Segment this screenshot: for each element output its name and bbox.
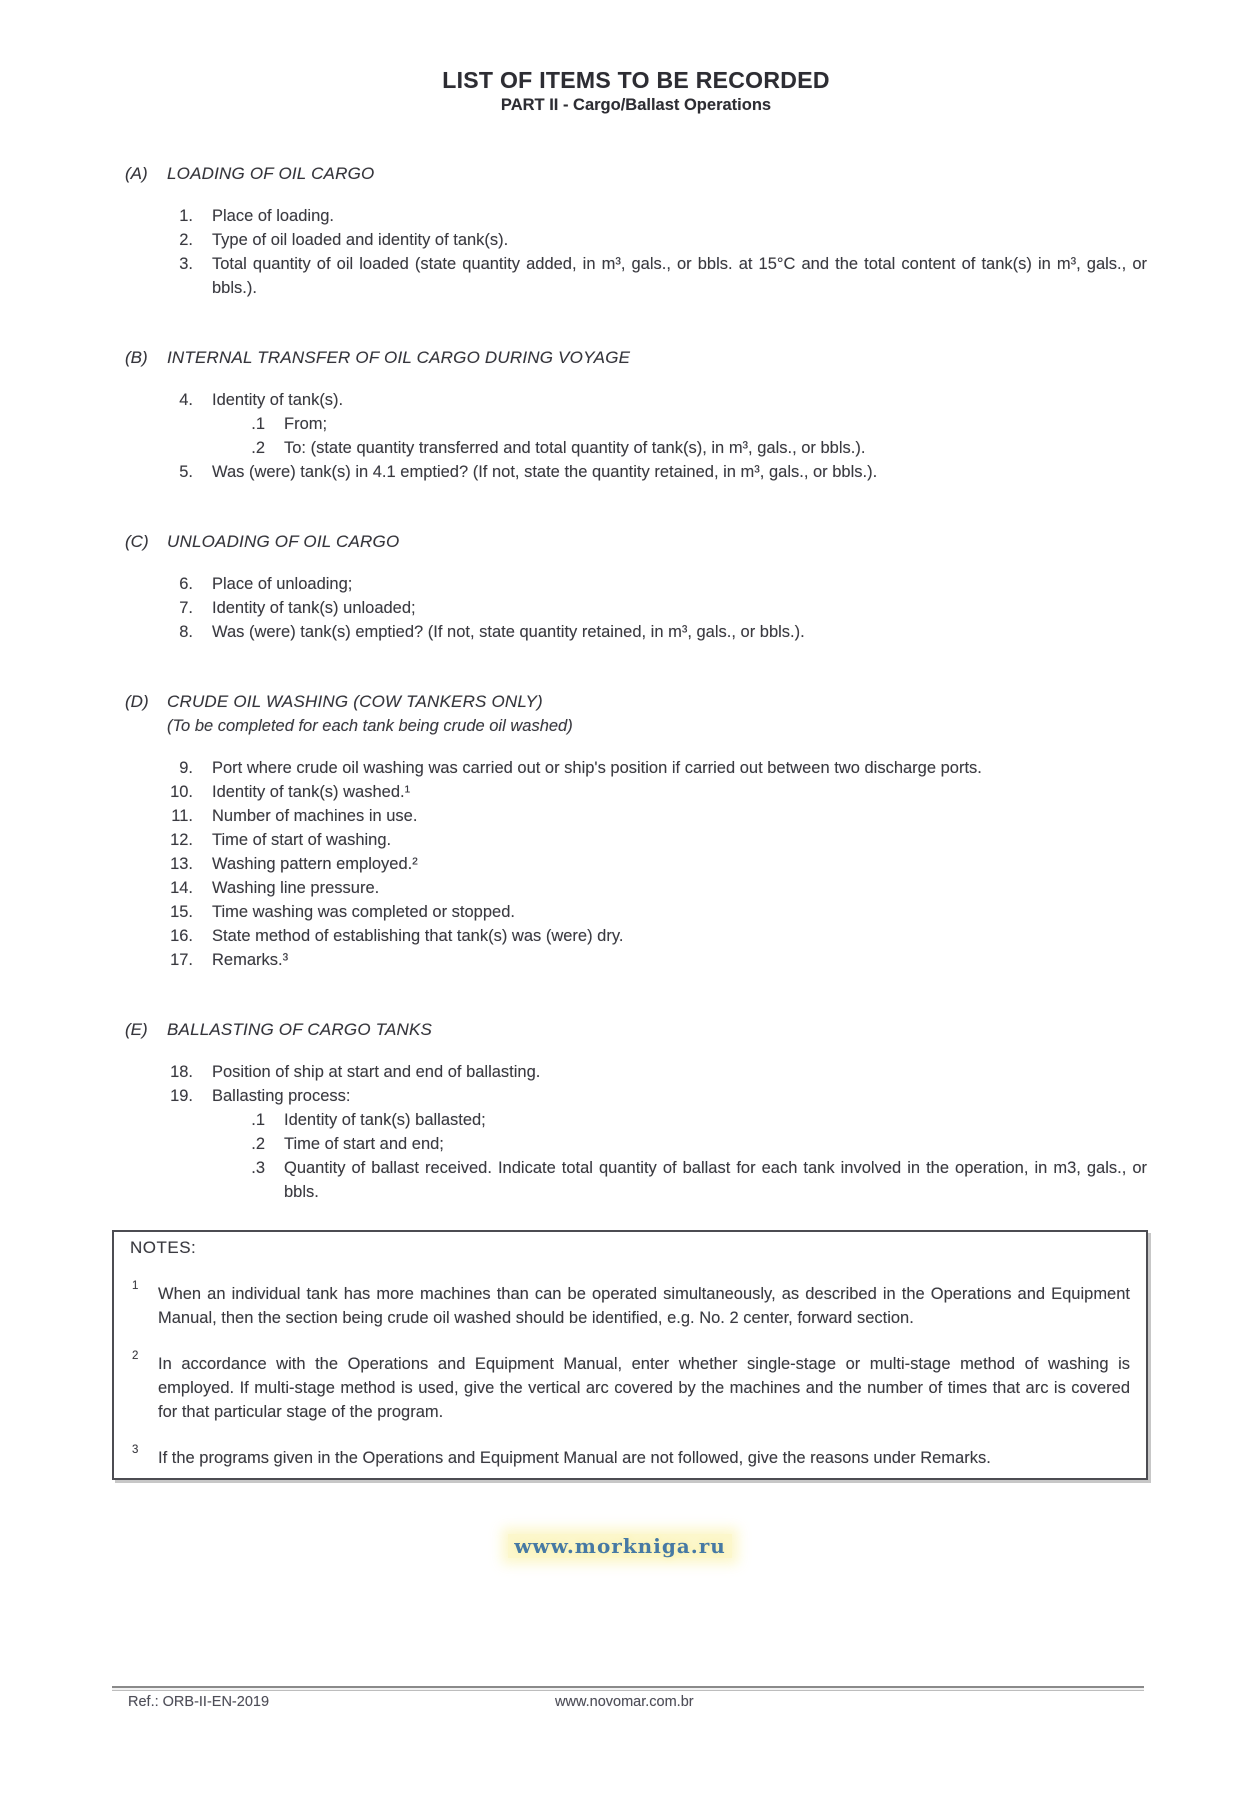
list-item bbox=[125, 204, 1147, 228]
list-item bbox=[125, 948, 1147, 972]
section-d-heading bbox=[125, 690, 1147, 714]
item-number: 14. bbox=[170, 879, 193, 897]
item-text: To: (state quantity transferred and total quantity of tank(s), in m³, gals., or bbls.). bbox=[284, 439, 866, 457]
list-item bbox=[125, 388, 1147, 412]
item-number: 4. bbox=[179, 391, 193, 409]
item-text: Time of start and end; bbox=[284, 1135, 444, 1153]
list-item bbox=[125, 924, 1147, 948]
section-e-heading bbox=[125, 1018, 1147, 1042]
section-a-items bbox=[125, 204, 1147, 300]
list-item bbox=[125, 228, 1147, 252]
footnote-marker: 3 bbox=[132, 1444, 139, 1456]
section-b-items bbox=[125, 388, 1147, 484]
item-text: From; bbox=[284, 415, 328, 433]
list-item bbox=[125, 828, 1147, 852]
item-number: 1. bbox=[179, 207, 193, 225]
item-number: 17. bbox=[170, 951, 193, 969]
item-text: Remarks.³ bbox=[212, 951, 289, 969]
list-item bbox=[125, 1084, 1147, 1108]
list-item bbox=[125, 900, 1147, 924]
notes-heading: NOTES: bbox=[130, 1238, 197, 1257]
item-number: 18. bbox=[170, 1063, 193, 1081]
section-d-subheading: (To be completed for each tank being crude oil washed) bbox=[167, 717, 573, 735]
watermark-text: www.morkniga.ru bbox=[508, 1534, 732, 1558]
item-text: Time of start of washing. bbox=[212, 831, 392, 849]
page-title: LIST OF ITEMS TO BE RECORDED bbox=[442, 67, 830, 93]
section-e bbox=[125, 1018, 1147, 1204]
list-item bbox=[125, 1060, 1147, 1084]
section-label: (C) bbox=[125, 532, 149, 551]
document-content bbox=[125, 0, 1147, 1480]
item-text: Type of oil loaded and identity of tank(s). bbox=[212, 231, 509, 249]
footnote-marker: 1 bbox=[132, 1280, 139, 1292]
item-text: Quantity of ballast received. Indicate total quantity of ballast for each tank involved in the operation, in m3, gals., or bbls. bbox=[284, 1159, 1147, 1201]
list-item bbox=[125, 780, 1147, 804]
footnote-text: In accordance with the Operations and Equipment Manual, enter whether single-stage or multi-stage method of washing is employed. If multi-stage method is used, give the vertical arc covered by the machines and the number of times that arc is covered for that particular stage of the program. bbox=[158, 1355, 1130, 1421]
item-number: 15. bbox=[170, 903, 193, 921]
item-number: 9. bbox=[179, 759, 193, 777]
footnote-2 bbox=[130, 1352, 1130, 1424]
item-number: 6. bbox=[179, 575, 193, 593]
item-text: Place of unloading; bbox=[212, 575, 353, 593]
section-b bbox=[125, 346, 1147, 484]
item-text: Total quantity of oil loaded (state quantity added, in m³, gals., or bbls. at 15°C and the total content of tank(s) in m³, gals., or bbls.). bbox=[212, 255, 1147, 297]
item-text: Position of ship at start and end of ballasting. bbox=[212, 1063, 541, 1081]
list-item bbox=[125, 756, 1147, 780]
list-subitem bbox=[125, 1132, 1147, 1156]
item-text: Time washing was completed or stopped. bbox=[212, 903, 515, 921]
section-label: (E) bbox=[125, 1020, 148, 1039]
item-number: .1 bbox=[251, 415, 265, 433]
list-item bbox=[125, 804, 1147, 828]
section-title: LOADING OF OIL CARGO bbox=[167, 164, 375, 183]
item-text: Washing line pressure. bbox=[212, 879, 380, 897]
notes-box bbox=[112, 1230, 1148, 1480]
list-subitem bbox=[125, 1108, 1147, 1132]
item-number: 2. bbox=[179, 231, 193, 249]
section-label: (B) bbox=[125, 348, 148, 367]
section-d-items bbox=[125, 756, 1147, 972]
footnote-1 bbox=[130, 1282, 1130, 1330]
section-title: UNLOADING OF OIL CARGO bbox=[167, 532, 400, 551]
item-number: 8. bbox=[179, 623, 193, 641]
section-d bbox=[125, 690, 1147, 972]
item-number: .1 bbox=[251, 1111, 265, 1129]
footnote-marker: 2 bbox=[132, 1350, 139, 1362]
section-a bbox=[125, 162, 1147, 300]
list-subitem bbox=[125, 1156, 1147, 1204]
item-number: 19. bbox=[170, 1087, 193, 1105]
watermark bbox=[455, 1534, 785, 1558]
item-number: 16. bbox=[170, 927, 193, 945]
item-number: 5. bbox=[179, 463, 193, 481]
item-number: .2 bbox=[251, 1135, 265, 1153]
section-e-items bbox=[125, 1060, 1147, 1204]
section-title: BALLASTING OF CARGO TANKS bbox=[167, 1020, 433, 1039]
item-number: 7. bbox=[179, 599, 193, 617]
footer-divider bbox=[112, 1686, 1144, 1691]
section-c bbox=[125, 530, 1147, 644]
item-text: Identity of tank(s) ballasted; bbox=[284, 1111, 486, 1129]
section-c-heading bbox=[125, 530, 1147, 554]
section-label: (D) bbox=[125, 692, 149, 711]
item-text: Place of loading. bbox=[212, 207, 335, 225]
section-c-items bbox=[125, 572, 1147, 644]
footer-reference: Ref.: ORB-II-EN-2019 bbox=[128, 1694, 270, 1710]
footnote-text: If the programs given in the Operations and Equipment Manual are not followed, give the reasons under Remarks. bbox=[158, 1449, 991, 1467]
section-b-heading bbox=[125, 346, 1147, 370]
item-number: 11. bbox=[171, 807, 193, 825]
item-text: Was (were) tank(s) in 4.1 emptied? (If not, state the quantity retained, in m³, gals., or bbls.). bbox=[212, 463, 878, 481]
section-a-heading bbox=[125, 162, 1147, 186]
section-label: (A) bbox=[125, 164, 148, 183]
list-subitem bbox=[125, 436, 1147, 460]
list-item bbox=[125, 460, 1147, 484]
item-number: 10. bbox=[170, 783, 193, 801]
footer-website: www.novomar.com.br bbox=[555, 1694, 694, 1710]
item-number: .3 bbox=[251, 1159, 265, 1177]
footnote-text: When an individual tank has more machines than can be operated simultaneously, as described in the Operations and Equipment Manual, then the section being crude oil washed should be identified, e.g. No. 2 center, forward section. bbox=[158, 1285, 1130, 1327]
item-text: Ballasting process: bbox=[212, 1087, 351, 1105]
item-text: State method of establishing that tank(s) was (were) dry. bbox=[212, 927, 624, 945]
item-number: 12. bbox=[170, 831, 193, 849]
list-item bbox=[125, 572, 1147, 596]
item-text: Washing pattern employed.² bbox=[212, 855, 418, 873]
footnote-3 bbox=[130, 1446, 1130, 1470]
list-item bbox=[125, 596, 1147, 620]
list-item bbox=[125, 876, 1147, 900]
item-text: Identity of tank(s). bbox=[212, 391, 344, 409]
list-item bbox=[125, 252, 1147, 300]
page-subtitle: PART II - Cargo/Ballast Operations bbox=[500, 96, 772, 114]
list-item bbox=[125, 852, 1147, 876]
list-item bbox=[125, 620, 1147, 644]
item-text: Was (were) tank(s) emptied? (If not, state quantity retained, in m³, gals., or bbls.). bbox=[212, 623, 805, 641]
section-title: CRUDE OIL WASHING (COW TANKERS ONLY) bbox=[167, 692, 543, 711]
item-text: Port where crude oil washing was carried out or ship's position if carried out between two discharge ports. bbox=[212, 759, 982, 777]
item-text: Number of machines in use. bbox=[212, 807, 418, 825]
item-text: Identity of tank(s) washed.¹ bbox=[212, 783, 411, 801]
item-number: 3. bbox=[179, 255, 193, 273]
list-subitem bbox=[125, 412, 1147, 436]
item-text: Identity of tank(s) unloaded; bbox=[212, 599, 416, 617]
item-number: .2 bbox=[251, 439, 265, 457]
section-title: INTERNAL TRANSFER OF OIL CARGO DURING VOYAGE bbox=[167, 348, 631, 367]
item-number: 13. bbox=[170, 855, 193, 873]
